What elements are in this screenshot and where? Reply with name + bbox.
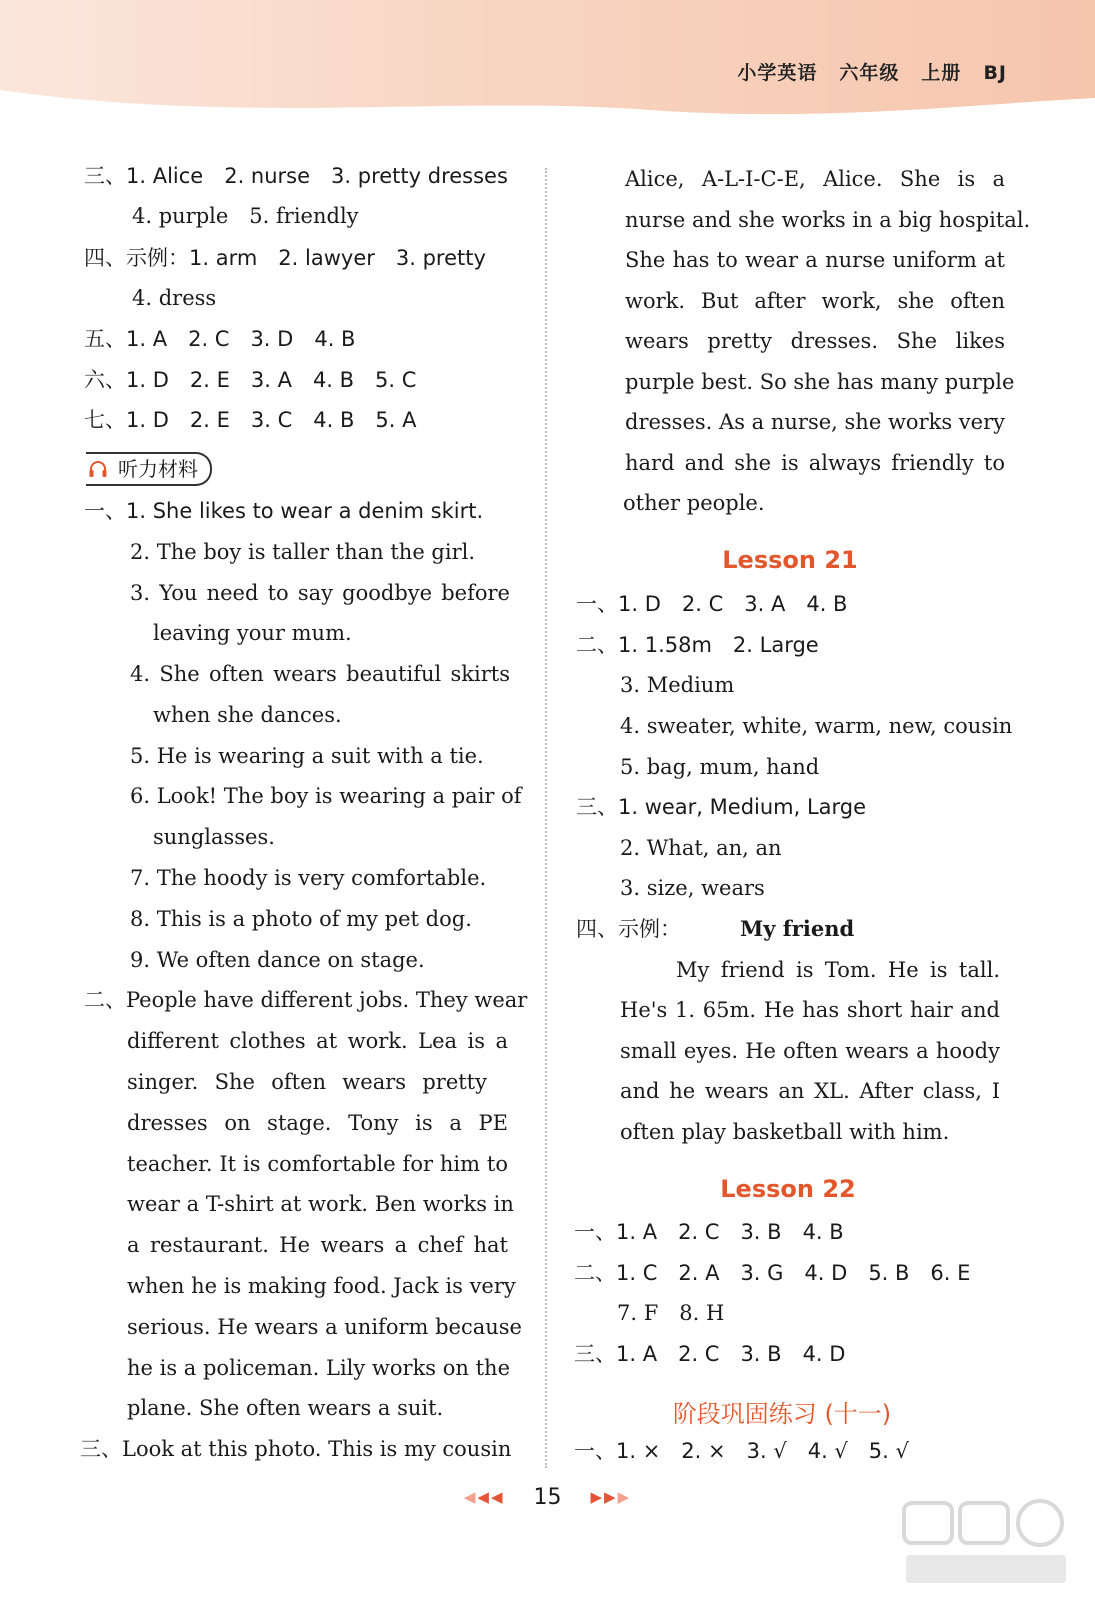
lesson21-essay-5: often play basketball with him. [620,1120,950,1144]
listening-2-line10: he is a policeman. Lily works on the [127,1356,510,1380]
listening-2-line1: 二、People have different jobs. They wear [84,988,528,1012]
listening-1-5: 5. He is wearing a suit with a tie. [130,744,484,768]
header-grade: 六年级 [839,62,900,84]
lesson22-sec2-2: 7. F 8. H [617,1301,725,1325]
answer-sec3-line2: 4. purple 5. friendly [132,204,359,228]
listening-1-3: 3. You need to say goodbye before [130,581,510,605]
listening-1-7: 7. The hoody is very comfortable. [130,866,487,890]
listening-1-8: 8. This is a photo of my pet dog. [130,907,472,931]
listening-1-6b: sunglasses. [153,825,275,849]
listening-3-cont-6: purple best. So she has many purple [625,370,1015,394]
listening-label-text: 听力材料 [118,457,198,481]
listening-1-9: 9. We often dance on stage. [130,948,425,972]
listening-2-line8: when he is making food. Jack is very [127,1274,516,1298]
next-arrow-icon-2: ▶ [617,1488,632,1506]
listening-3-cont-9: other people. [623,491,765,515]
lesson22-sec1: 一、1. A 2. C 3. B 4. B [574,1220,844,1244]
listening-3-cont-5: wears pretty dresses. She likes [625,329,1005,353]
answer-sec7: 七、1. D 2. E 3. C 4. B 5. A [84,408,417,432]
listening-3-cont-7: dresses. As a nurse, she works very [625,410,1005,434]
listening-3-cont-1: Alice, A-L-I-C-E, Alice. She is a [625,167,1005,191]
listening-2-line7: a restaurant. He wears a chef hat [127,1233,508,1257]
stage-practice-sec1: 一、1. × 2. × 3. √ 4. √ 5. √ [574,1439,909,1463]
lesson21-sec4-prefix: 四、示例： [576,917,681,941]
lesson21-sec2-3: 3. Medium [620,673,735,697]
prev-arrow-icon: ◀ [463,1488,478,1506]
lesson22-title: Lesson 22 [720,1175,856,1203]
lesson21-essay-1: My friend is Tom. He is tall. [676,958,1000,982]
lesson21-essay-3: small eyes. He often wears a hoody [620,1039,1000,1063]
lesson21-essay-title: My friend [740,916,855,941]
answer-sec5: 五、1. A 2. C 3. D 4. B [84,327,356,351]
watermark-logo [898,1495,1073,1590]
listening-3-cont-3: She has to wear a nurse uniform at [625,248,1005,272]
listening-2-line2: different clothes at work. Lea is a [127,1029,508,1053]
column-divider [545,168,547,1468]
page-number: 15 [533,1485,562,1510]
header-edition: BJ [983,62,1007,84]
listening-3-cont-8: hard and she is always friendly to [625,451,1005,475]
header-volume: 上册 [921,62,962,84]
listening-3-line1: 三、Look at this photo. This is my cousin [80,1437,512,1461]
listening-1-4b: when she dances. [153,703,342,727]
lesson21-sec2-1: 二、1. 1.58m 2. Large [576,633,819,657]
listening-1-6: 6. Look! The boy is wearing a pair of [130,784,522,808]
listening-2-line5: teacher. It is comfortable for him to [127,1152,508,1176]
answer-sec4-line1: 四、示例：1. arm 2. lawyer 3. pretty [84,246,486,270]
prev-arrow-icon-2: ◀◀ [477,1488,505,1506]
header-title [715,58,1007,85]
next-arrow-icon: ▶▶ [590,1488,618,1506]
lesson22-sec3: 三、1. A 2. C 3. B 4. D [574,1342,846,1366]
listening-2-line4: dresses on stage. Tony is a PE [127,1111,508,1135]
lesson21-essay-4: and he wears an XL. After class, I [620,1079,1000,1103]
lesson22-sec2-1: 二、1. C 2. A 3. G 4. D 5. B 6. E [574,1261,971,1285]
listening-1-3b: leaving your mum. [153,621,352,645]
listening-2-line6: wear a T-shirt at work. Ben works in [127,1192,514,1216]
lesson21-sec3-1: 三、1. wear, Medium, Large [576,795,867,819]
headphones-icon [88,460,108,478]
lesson21-sec1: 一、1. D 2. C 3. A 4. B [576,592,848,616]
answer-sec4-line2: 4. dress [132,286,217,310]
stage-practice-title: 阶段巩固练习 (十一) [672,1400,892,1428]
lesson21-title: Lesson 21 [722,546,858,574]
answer-sec6: 六、1. D 2. E 3. A 4. B 5. C [84,368,417,392]
listening-material-label [86,452,212,486]
listening-2-line3: singer. She often wears pretty [127,1070,487,1094]
lesson21-sec3-2: 2. What, an, an [620,836,782,860]
listening-1-4: 4. She often wears beautiful skirts [130,662,510,686]
answer-sec3-line1: 三、1. Alice 2. nurse 3. pretty dresses [84,164,508,188]
lesson21-essay-2: He's 1. 65m. He has short hair and [620,998,1000,1022]
listening-3-cont-4: work. But after work, she often [625,289,1005,313]
lesson21-sec2-5: 5. bag, mum, hand [620,755,820,779]
listening-2-line9: serious. He wears a uniform because [127,1315,522,1339]
listening-1-1: 一、1. She likes to wear a denim skirt. [84,499,484,523]
listening-3-cont-2: nurse and she works in a big hospital. [625,208,1031,232]
header-subject: 小学英语 [737,62,818,84]
listening-1-2: 2. The boy is taller than the girl. [130,540,476,564]
lesson21-sec2-4: 4. sweater, white, warm, new, cousin [620,714,1013,738]
listening-2-line11: plane. She often wears a suit. [127,1396,444,1420]
lesson21-sec3-3: 3. size, wears [620,876,765,900]
